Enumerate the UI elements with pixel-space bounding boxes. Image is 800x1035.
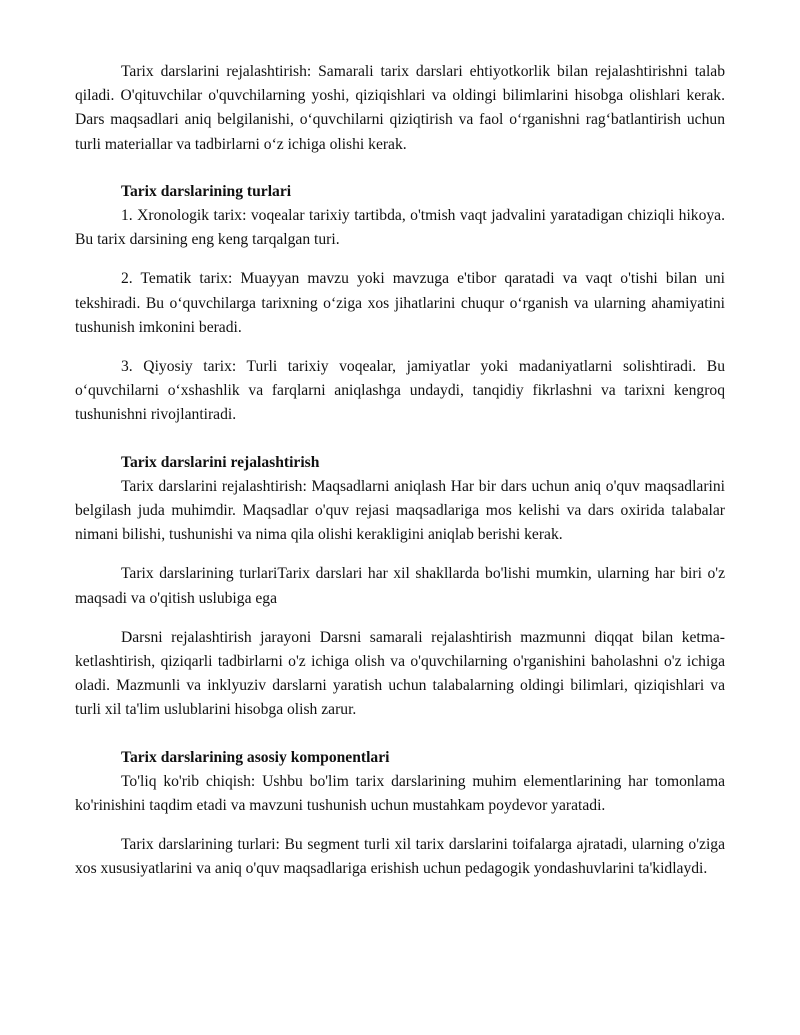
paragraph-forms: Tarix darslarining turlariTarix darslari har xil shakllarda bo'lishi mumkin, ularning har biri o'z maqsadi va o'qitish uslubiga ega (75, 565, 725, 607)
heading-components: Tarix darslarining asosiy komponentlari (121, 748, 390, 766)
paragraph-intro: Tarix darslarini rejalashtirish: Samarali tarix darslari ehtiyotkorlik bilan rejalashtirishni talab qiladi. O'qituvchilar o'quvchilarning yoshi, qiziqishlari va oldingi bilimlarini hisobga olishlari kerak. Dars maqsadlari aniq belgilanishi, o‘quvchilarni qiziqtirish va faol o‘rganishni rag‘batlantirish uchun turli materiallar va tadbirlarni o‘z ichiga olishi kerak. (75, 63, 725, 153)
paragraph-chronological: 1. Xronologik tarix: voqealar tarixiy tartibda, o'tmish vaqt jadvalini yaratadigan chiziqli hikoya. Bu tarix darsining eng keng tarqalgan turi. (75, 207, 725, 249)
paragraph-thematic: 2. Tematik tarix: Muayyan mavzu yoki mavzuga e'tibor qaratadi va vaqt o'tishi bilan uni tekshiradi. Bu o‘quvchilarga tarixning o‘ziga xos jihatlarini chuqur o‘rganish va ularning ahamiyatini tushunish imkonini beradi. (75, 270, 725, 336)
heading-planning: Tarix darslarini rejalashtirish (121, 453, 320, 471)
paragraph-comparative: 3. Qiyosiy tarix: Turli tarixiy voqealar, jamiyatlar yoki madaniyatlarni solishtiradi. Bu o‘quvchilarni o‘xshashlik va farqlarni aniqlashga undaydi, tanqidiy fikrlashni va tarixni kengroq tushunishni rivojlantiradi. (75, 358, 725, 424)
heading-types: Tarix darslarining turlari (121, 182, 292, 200)
paragraph-overview: To'liq ko'rib chiqish: Ushbu bo'lim tarix darslarining muhim elementlarining har tomonlama ko'rinishini taqdim etadi va mavzuni tushunish uchun mustahkam poydevor yaratadi. (75, 772, 725, 815)
paragraph-lesson-types: Tarix darslarining turlari: Bu segment turli xil tarix darslarini toifalarga ajratadi, ularning o'ziga xos xususiyatlarini va aniq o'quv maqsadlariga erishish uchun pedagogik yondashuvlarini ta'kidlaydi. (75, 836, 725, 878)
paragraph-objectives: Tarix darslarini rejalashtirish: Maqsadlarni aniqlash Har bir dars uchun aniq o'quv maqsadlarini belgilash juda muhimdir. Maqsadlar o'quv rejasi maqsadlariga mos kelishi va dars oxirida talabalar nimani bilishi, tushunishi va nima qila olishi kerakligini aniqlab berishi kerak. (75, 477, 725, 544)
paragraph-process: Darsni rejalashtirish jarayoni Darsni samarali rejalashtirish mazmunni diqqat bilan ketma-ketlashtirish, qiziqarli tadbirlarni o'z ichiga olish va o'quvchilarning o'rganishini baholashni o'z ichiga oladi. Mazmunli va inklyuziv darslarni yaratish uchun talabalarning oldingi bilimlari, qiziqishlari va turli xil ta'lim uslublarini hisobga olish zarur. (75, 628, 725, 719)
document-page (75, 60, 725, 882)
